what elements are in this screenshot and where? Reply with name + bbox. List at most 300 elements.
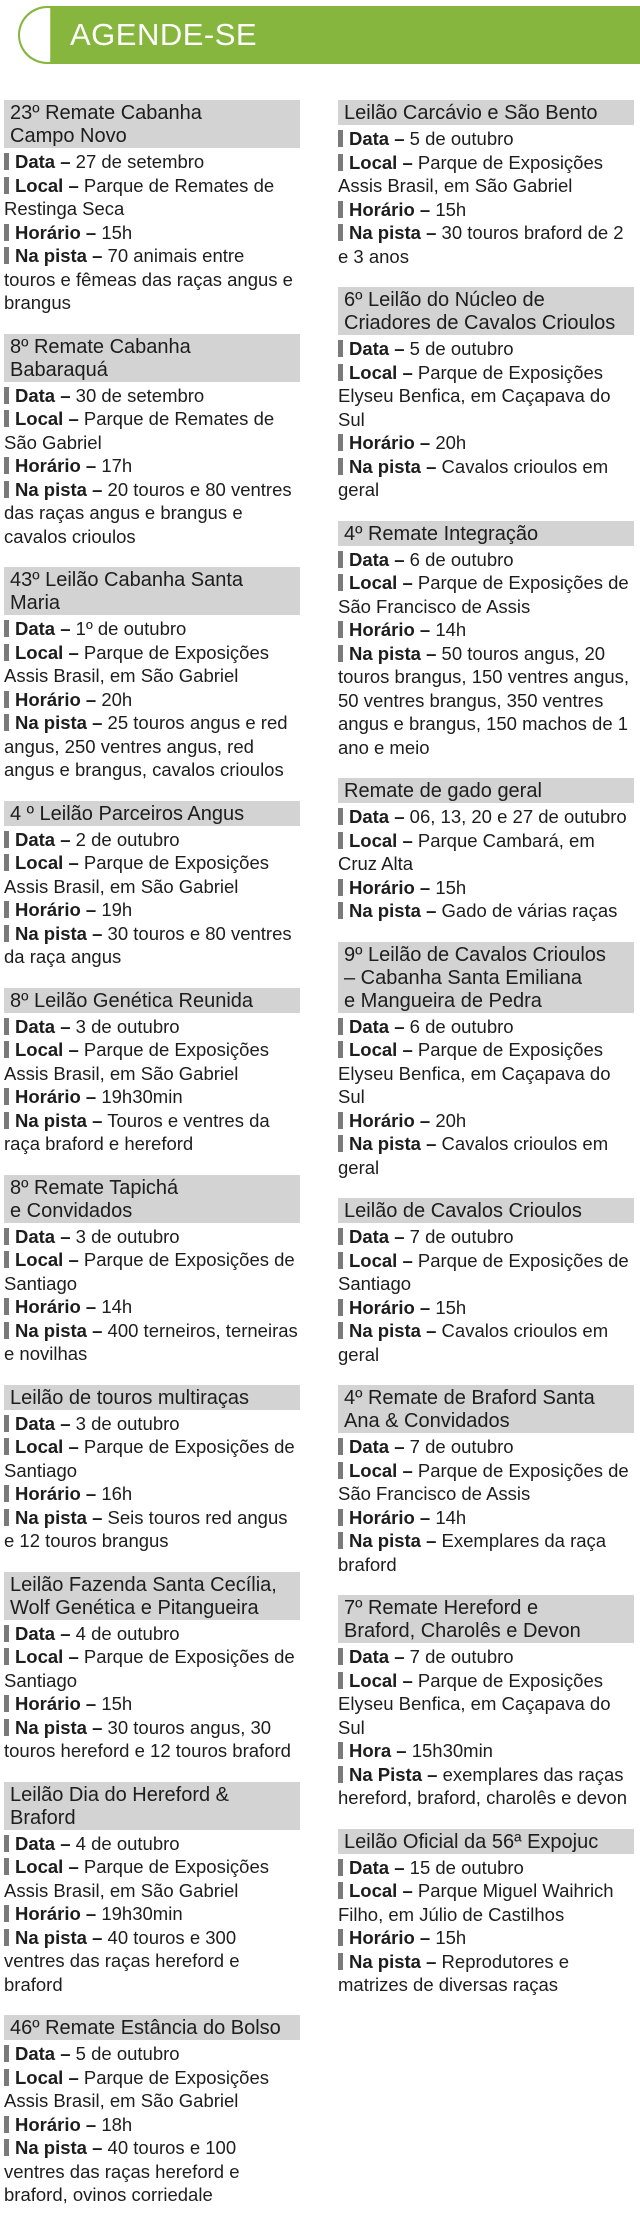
bullet-bar-icon	[4, 691, 9, 708]
event-title: Leilão de touros multiraças	[4, 1385, 300, 1410]
bullet-bar-icon	[4, 1298, 9, 1315]
detail-label: Horário –	[15, 2113, 97, 2135]
event-detail-line	[4, 1038, 300, 1085]
event-detail-line	[4, 922, 300, 969]
detail-value: 20h	[430, 432, 467, 453]
detail-label: Data –	[15, 384, 71, 406]
detail-value: Parque Miguel Waihrich Filho, em Júlio de Castilhos	[338, 1880, 614, 1925]
detail-value: 19h	[96, 899, 133, 920]
event-listing	[4, 1572, 300, 1763]
bullet-bar-icon	[338, 879, 343, 896]
detail-value: 20h	[430, 1109, 467, 1131]
bullet-bar-icon	[4, 714, 9, 731]
bullet-bar-icon	[338, 224, 343, 241]
event-listing	[4, 801, 300, 969]
detail-label: Horário –	[15, 1693, 97, 1714]
bullet-bar-icon	[338, 1953, 343, 1970]
detail-value: 5 de outubro	[404, 128, 514, 149]
detail-value: Parque de Remates de São Gabriel	[4, 408, 275, 453]
detail-value: Cavalos crioulos em geral	[338, 455, 609, 500]
detail-label: Data –	[349, 548, 405, 570]
event-detail-line	[4, 1109, 300, 1156]
bullet-bar-icon	[4, 224, 9, 241]
detail-value: 6 de outubro	[404, 548, 514, 570]
detail-label: Data –	[15, 1225, 71, 1247]
event-detail-line	[4, 2113, 300, 2137]
event-detail-line	[338, 1645, 634, 1669]
event-listing	[4, 1782, 300, 1997]
event-title: Leilão Dia do Hereford & Braford	[4, 1782, 300, 1830]
bullet-bar-icon	[4, 457, 9, 474]
bullet-bar-icon	[338, 1228, 343, 1245]
bullet-bar-icon	[4, 831, 9, 848]
bullet-bar-icon	[4, 177, 9, 194]
detail-value: 50 touros angus, 20 touros brangus, 150 ventres angus, 50 ventres brangus, 350 ventres angus e brangus, 150 machos de 1 ano e meio	[338, 642, 630, 758]
detail-label: Horário –	[15, 1296, 97, 1317]
event-title: 46º Remate Estância do Bolso	[4, 2015, 300, 2040]
event-detail-line	[4, 688, 300, 712]
event-detail-line	[338, 1435, 634, 1459]
detail-label: Horário –	[349, 1927, 431, 1948]
detail-label: Local –	[349, 829, 413, 851]
event-detail-line	[4, 478, 300, 549]
bullet-bar-icon	[4, 1858, 9, 1875]
bullet-bar-icon	[4, 1835, 9, 1852]
detail-value: 15h30min	[406, 1740, 493, 1761]
event-detail-line	[4, 641, 300, 688]
detail-label: Horário –	[349, 1109, 431, 1131]
bullet-bar-icon	[338, 154, 343, 171]
bullet-bar-icon	[338, 808, 343, 825]
detail-value: Parque de Exposições Elyseu Benfica, em Caçapava do Sul	[338, 1039, 611, 1107]
bullet-bar-icon	[338, 201, 343, 218]
bullet-bar-icon	[338, 434, 343, 451]
event-title: 4 º Leilão Parceiros Angus	[4, 801, 300, 826]
detail-value: 400 terneiros, terneiras e novilhas	[4, 1319, 298, 1364]
bullet-bar-icon	[338, 1882, 343, 1899]
event-detail-line	[338, 1249, 634, 1296]
event-detail-line	[338, 127, 634, 151]
detail-label: Na pista –	[349, 222, 437, 243]
detail-label: Horário –	[15, 688, 97, 710]
event-listing	[338, 521, 634, 760]
detail-value: 40 touros e 100 ventres das raças hereford e braford, ovinos corriedale	[4, 2137, 240, 2205]
detail-label: Data –	[349, 1226, 405, 1247]
detail-label: Local –	[349, 572, 413, 593]
bullet-bar-icon	[4, 1719, 9, 1736]
event-title: Leilão Carcávio e São Bento	[338, 100, 634, 125]
detail-value: Parque de Exposições Elyseu Benfica, em Caçapava do Sul	[338, 1669, 611, 1738]
detail-label: Na pista –	[15, 1926, 103, 1948]
event-detail-line	[338, 1669, 634, 1740]
detail-label: Horário –	[15, 221, 97, 243]
detail-label: Data –	[15, 1622, 71, 1644]
detail-label: Local –	[15, 1436, 79, 1457]
detail-label: Data –	[15, 1832, 71, 1854]
event-detail-line	[4, 1015, 300, 1039]
detail-value: 14h	[430, 1506, 467, 1528]
event-detail-line	[4, 384, 300, 408]
event-detail-line	[4, 1085, 300, 1109]
event-detail-line	[4, 1855, 300, 1902]
event-detail-line	[4, 150, 300, 174]
event-detail-line	[338, 361, 634, 432]
detail-value: 30 touros braford de 2 e 3 anos	[338, 222, 624, 267]
event-listing	[338, 287, 634, 502]
bullet-bar-icon	[338, 1742, 343, 1759]
event-detail-line	[338, 829, 634, 876]
event-listing	[338, 1595, 634, 1810]
bullet-bar-icon	[4, 1041, 9, 1058]
event-title: 43º Leilão Cabanha Santa Maria	[4, 567, 300, 615]
detail-value: 19h30min	[96, 1086, 183, 1107]
detail-label: Na pista –	[349, 1320, 437, 1341]
event-detail-line	[338, 1225, 634, 1249]
bullet-bar-icon	[338, 1532, 343, 1549]
event-detail-line	[338, 1506, 634, 1530]
bullet-bar-icon	[338, 574, 343, 591]
detail-value: Parque de Exposições Assis Brasil, em São Gabriel	[4, 852, 270, 897]
event-detail-line	[4, 1926, 300, 1997]
detail-label: Horário –	[349, 198, 431, 220]
detail-value: Reprodutores e matrizes de diversas raças	[338, 1950, 570, 1995]
bullet-bar-icon	[338, 1438, 343, 1455]
event-detail-line	[4, 174, 300, 221]
bullet-bar-icon	[4, 1648, 9, 1665]
event-listing	[4, 988, 300, 1156]
detail-value: 7 de outubro	[404, 1226, 514, 1247]
detail-value: 5 de outubro	[70, 2043, 180, 2064]
detail-label: Data –	[15, 1412, 71, 1434]
detail-value: 30 de setembro	[70, 384, 205, 406]
event-detail-line	[4, 617, 300, 641]
detail-label: Local –	[15, 1856, 79, 1877]
bullet-bar-icon	[4, 153, 9, 170]
event-detail-line	[338, 1296, 634, 1320]
event-detail-line	[4, 454, 300, 478]
bullet-bar-icon	[338, 902, 343, 919]
bullet-bar-icon	[4, 247, 9, 264]
detail-label: Local –	[15, 2066, 79, 2088]
detail-value: 14h	[430, 619, 467, 640]
bullet-bar-icon	[338, 1766, 343, 1783]
event-detail-line	[4, 898, 300, 922]
detail-label: Na pista –	[15, 712, 103, 733]
detail-value: Parque de Exposições de Santiago	[4, 1436, 295, 1481]
event-detail-line	[4, 1435, 300, 1482]
detail-value: 27 de setembro	[70, 151, 205, 172]
event-detail-line	[4, 1902, 300, 1926]
bullet-bar-icon	[4, 1088, 9, 1105]
detail-value: 20 touros e 80 ventres das raças angus e brangus e cavalos crioulos	[4, 478, 292, 547]
event-detail-line	[4, 1692, 300, 1716]
detail-value: 3 de outubro	[70, 1412, 180, 1434]
event-detail-line	[4, 2066, 300, 2113]
section-title: AGENDE-SE	[70, 17, 258, 52]
detail-label: Data –	[349, 1856, 405, 1878]
left-column	[4, 100, 300, 2226]
detail-label: Na pista –	[349, 642, 437, 664]
bullet-bar-icon	[4, 644, 9, 661]
event-title: Leilão Fazenda Santa Cecília, Wolf Genética e Pitangueira	[4, 1572, 300, 1620]
event-detail-line	[338, 1529, 634, 1576]
event-detail-line	[338, 899, 634, 923]
detail-label: Data –	[349, 1436, 405, 1457]
event-detail-line	[338, 198, 634, 222]
detail-value: 18h	[96, 2113, 133, 2135]
bullet-bar-icon	[338, 832, 343, 849]
detail-value: 6 de outubro	[404, 1015, 514, 1037]
bullet-bar-icon	[4, 925, 9, 942]
detail-value: 06, 13, 20 e 27 de outubro	[404, 806, 627, 827]
event-detail-line	[338, 805, 634, 829]
detail-label: Na pista –	[349, 1133, 437, 1154]
detail-label: Local –	[349, 1880, 413, 1901]
detail-value: Parque de Exposições de São Francisco de Assis	[338, 1459, 629, 1504]
bullet-bar-icon	[4, 410, 9, 427]
detail-value: 30 touros angus, 30 touros hereford e 12 touros braford	[4, 1716, 291, 1761]
event-title: 4º Remate Integração	[338, 521, 634, 546]
detail-value: 7 de outubro	[404, 1436, 514, 1457]
detail-label: Horário –	[349, 619, 431, 640]
detail-value: 3 de outubro	[70, 1015, 180, 1037]
bullet-bar-icon	[4, 1322, 9, 1339]
event-detail-line	[338, 1739, 634, 1763]
event-title: 23º Remate Cabanha Campo Novo	[4, 100, 300, 148]
detail-label: Local –	[349, 1249, 413, 1271]
detail-label: Horário –	[349, 432, 431, 453]
bullet-bar-icon	[4, 1485, 9, 1502]
detail-label: Local –	[15, 408, 79, 429]
event-listing	[4, 567, 300, 782]
event-detail-line	[338, 618, 634, 642]
bullet-bar-icon	[338, 645, 343, 662]
bullet-bar-icon	[4, 1509, 9, 1526]
detail-label: Data –	[15, 1015, 71, 1037]
bullet-bar-icon	[338, 1322, 343, 1339]
bullet-bar-icon	[338, 130, 343, 147]
detail-label: Na pista –	[15, 2137, 103, 2158]
detail-value: Parque Cambará, em Cruz Alta	[338, 829, 595, 874]
bullet-bar-icon	[338, 340, 343, 357]
right-column	[338, 100, 634, 2016]
event-detail-line	[338, 1109, 634, 1133]
detail-value: 15h	[96, 221, 133, 243]
bullet-bar-icon	[4, 620, 9, 637]
event-detail-line	[338, 1459, 634, 1506]
detail-label: Data –	[349, 128, 405, 149]
event-detail-line	[4, 1482, 300, 1506]
detail-label: Data –	[349, 338, 405, 359]
detail-label: Local –	[15, 852, 79, 873]
detail-value: 40 touros e 300 ventres das raças hereford e braford	[4, 1926, 240, 1995]
event-detail-line	[4, 2042, 300, 2066]
event-listing	[338, 778, 634, 923]
bullet-bar-icon	[4, 1695, 9, 1712]
detail-label: Horário –	[15, 1903, 97, 1924]
detail-value: 15h	[430, 1296, 467, 1318]
detail-value: Parque de Exposições de Santiago	[4, 1646, 295, 1691]
detail-label: Na pista –	[15, 1506, 103, 1528]
event-detail-line	[4, 1716, 300, 1763]
detail-label: Local –	[15, 1249, 79, 1270]
event-detail-line	[338, 1856, 634, 1880]
event-detail-line	[4, 2136, 300, 2207]
detail-value: Touros e ventres da raça braford e hereford	[4, 1109, 270, 1154]
event-listing	[4, 2015, 300, 2207]
event-detail-line	[338, 1038, 634, 1109]
bullet-bar-icon	[338, 551, 343, 568]
bullet-bar-icon	[4, 2045, 9, 2062]
detail-value: 14h	[96, 1296, 133, 1317]
detail-value: 15 de outubro	[404, 1856, 524, 1878]
detail-label: Na pista –	[349, 455, 437, 477]
event-detail-line	[338, 571, 634, 618]
event-detail-line	[4, 221, 300, 245]
detail-value: 4 de outubro	[70, 1832, 180, 1854]
detail-label: Local –	[15, 1646, 79, 1667]
bullet-bar-icon	[4, 2139, 9, 2156]
bullet-bar-icon	[338, 621, 343, 638]
event-detail-line	[4, 828, 300, 852]
event-listing	[338, 100, 634, 268]
detail-value: 5 de outubro	[404, 338, 514, 359]
event-title: 6º Leilão do Núcleo de Criadores de Cavalos Crioulos	[338, 287, 634, 335]
detail-value: Cavalos crioulos em geral	[338, 1320, 609, 1365]
event-detail-line	[4, 1295, 300, 1319]
detail-value: 20h	[96, 688, 133, 710]
bullet-bar-icon	[4, 2069, 9, 2086]
detail-label: Na pista –	[349, 1950, 437, 1972]
event-title: 8º Remate Tapichá e Convidados	[4, 1175, 300, 1223]
bullet-bar-icon	[4, 901, 9, 918]
detail-value: 19h30min	[96, 1903, 183, 1924]
detail-label: Local –	[15, 174, 79, 196]
event-detail-line	[4, 244, 300, 315]
event-detail-line	[4, 1319, 300, 1366]
detail-label: Na pista –	[15, 922, 103, 944]
bullet-bar-icon	[4, 1625, 9, 1642]
detail-value: Seis touros red angus e 12 touros brangus	[4, 1506, 288, 1551]
bullet-bar-icon	[4, 1415, 9, 1432]
event-title: 8º Leilão Genética Reunida	[4, 988, 300, 1013]
detail-label: Data –	[349, 1015, 405, 1037]
detail-value: Parque de Exposições de Santiago	[4, 1249, 295, 1294]
detail-value: 30 touros e 80 ventres da raça angus	[4, 922, 292, 967]
event-detail-line	[338, 1015, 634, 1039]
bullet-bar-icon	[338, 1112, 343, 1129]
event-listing	[4, 334, 300, 549]
event-detail-line	[338, 455, 634, 502]
bullet-bar-icon	[4, 481, 9, 498]
detail-label: Na pista –	[15, 1109, 103, 1131]
bullet-bar-icon	[338, 1672, 343, 1689]
detail-label: Data –	[15, 618, 71, 639]
bullet-bar-icon	[4, 387, 9, 404]
bullet-bar-icon	[338, 1509, 343, 1526]
bullet-bar-icon	[4, 1251, 9, 1268]
bullet-bar-icon	[4, 1018, 9, 1035]
event-listing	[338, 1829, 634, 1997]
detail-label: Horário –	[349, 876, 431, 898]
bullet-bar-icon	[338, 364, 343, 381]
event-listing	[4, 1385, 300, 1553]
detail-value: Exemplares da raça braford	[338, 1530, 607, 1575]
detail-label: Horário –	[349, 1296, 431, 1318]
detail-value: 3 de outubro	[70, 1225, 180, 1247]
event-detail-line	[338, 1319, 634, 1366]
detail-value: Parque de Exposições de Santiago	[338, 1249, 629, 1294]
detail-value: 1º de outubro	[70, 618, 187, 639]
detail-label: Local –	[349, 1459, 413, 1481]
event-detail-line	[338, 337, 634, 361]
event-listing	[338, 1385, 634, 1576]
detail-label: Na pista –	[15, 1716, 103, 1738]
bullet-bar-icon	[338, 458, 343, 475]
event-listing	[338, 942, 634, 1180]
detail-value: Parque de Exposições Assis Brasil, em São Gabriel	[4, 2066, 270, 2111]
detail-label: Data –	[15, 151, 71, 172]
bullet-bar-icon	[338, 1299, 343, 1316]
detail-value: Parque de Exposições Assis Brasil, em São Gabriel	[4, 641, 270, 686]
detail-label: Na pista –	[349, 1530, 437, 1551]
detail-value: 2 de outubro	[70, 828, 180, 850]
bullet-bar-icon	[4, 2116, 9, 2133]
bullet-bar-icon	[338, 1929, 343, 1946]
event-title: 8º Remate Cabanha Babaraquá	[4, 334, 300, 382]
event-detail-line	[338, 548, 634, 572]
event-title: Leilão de Cavalos Crioulos	[338, 1198, 634, 1223]
detail-label: Horário –	[15, 1483, 97, 1504]
detail-label: Local –	[349, 1039, 413, 1060]
detail-value: exemplares das raças hereford, braford, charolês e devon	[338, 1763, 627, 1808]
event-listing	[4, 100, 300, 315]
event-detail-line	[4, 1622, 300, 1646]
event-detail-line	[338, 1926, 634, 1950]
detail-value: 16h	[96, 1483, 133, 1504]
event-detail-line	[338, 1132, 634, 1179]
detail-value: Parque de Remates de Restinga Seca	[4, 174, 275, 219]
detail-value: Cavalos crioulos em geral	[338, 1133, 609, 1178]
event-detail-line	[338, 1763, 634, 1810]
detail-label: Na pista –	[349, 900, 437, 921]
detail-label: Local –	[349, 151, 413, 173]
event-detail-line	[4, 1832, 300, 1856]
detail-value: 17h	[96, 455, 133, 476]
detail-label: Data –	[349, 1646, 405, 1667]
section-header	[18, 6, 640, 64]
detail-label: Data –	[15, 2043, 71, 2064]
event-detail-line	[338, 1879, 634, 1926]
event-detail-line	[4, 407, 300, 454]
event-title: Remate de gado geral	[338, 778, 634, 803]
event-detail-line	[4, 851, 300, 898]
event-detail-line	[4, 1225, 300, 1249]
header-accent-shape	[20, 8, 76, 62]
event-detail-line	[338, 151, 634, 198]
detail-value: Parque de Exposições de São Francisco de Assis	[338, 572, 629, 617]
bullet-bar-icon	[4, 1228, 9, 1245]
event-detail-line	[4, 1412, 300, 1436]
detail-label: Local –	[15, 1039, 79, 1060]
detail-label: Horário –	[15, 899, 97, 920]
bullet-bar-icon	[338, 1859, 343, 1876]
detail-label: Local –	[349, 1669, 413, 1691]
detail-value: 7 de outubro	[404, 1646, 514, 1667]
detail-label: Data –	[349, 806, 405, 827]
detail-label: Local –	[349, 361, 413, 383]
event-detail-line	[4, 1506, 300, 1553]
